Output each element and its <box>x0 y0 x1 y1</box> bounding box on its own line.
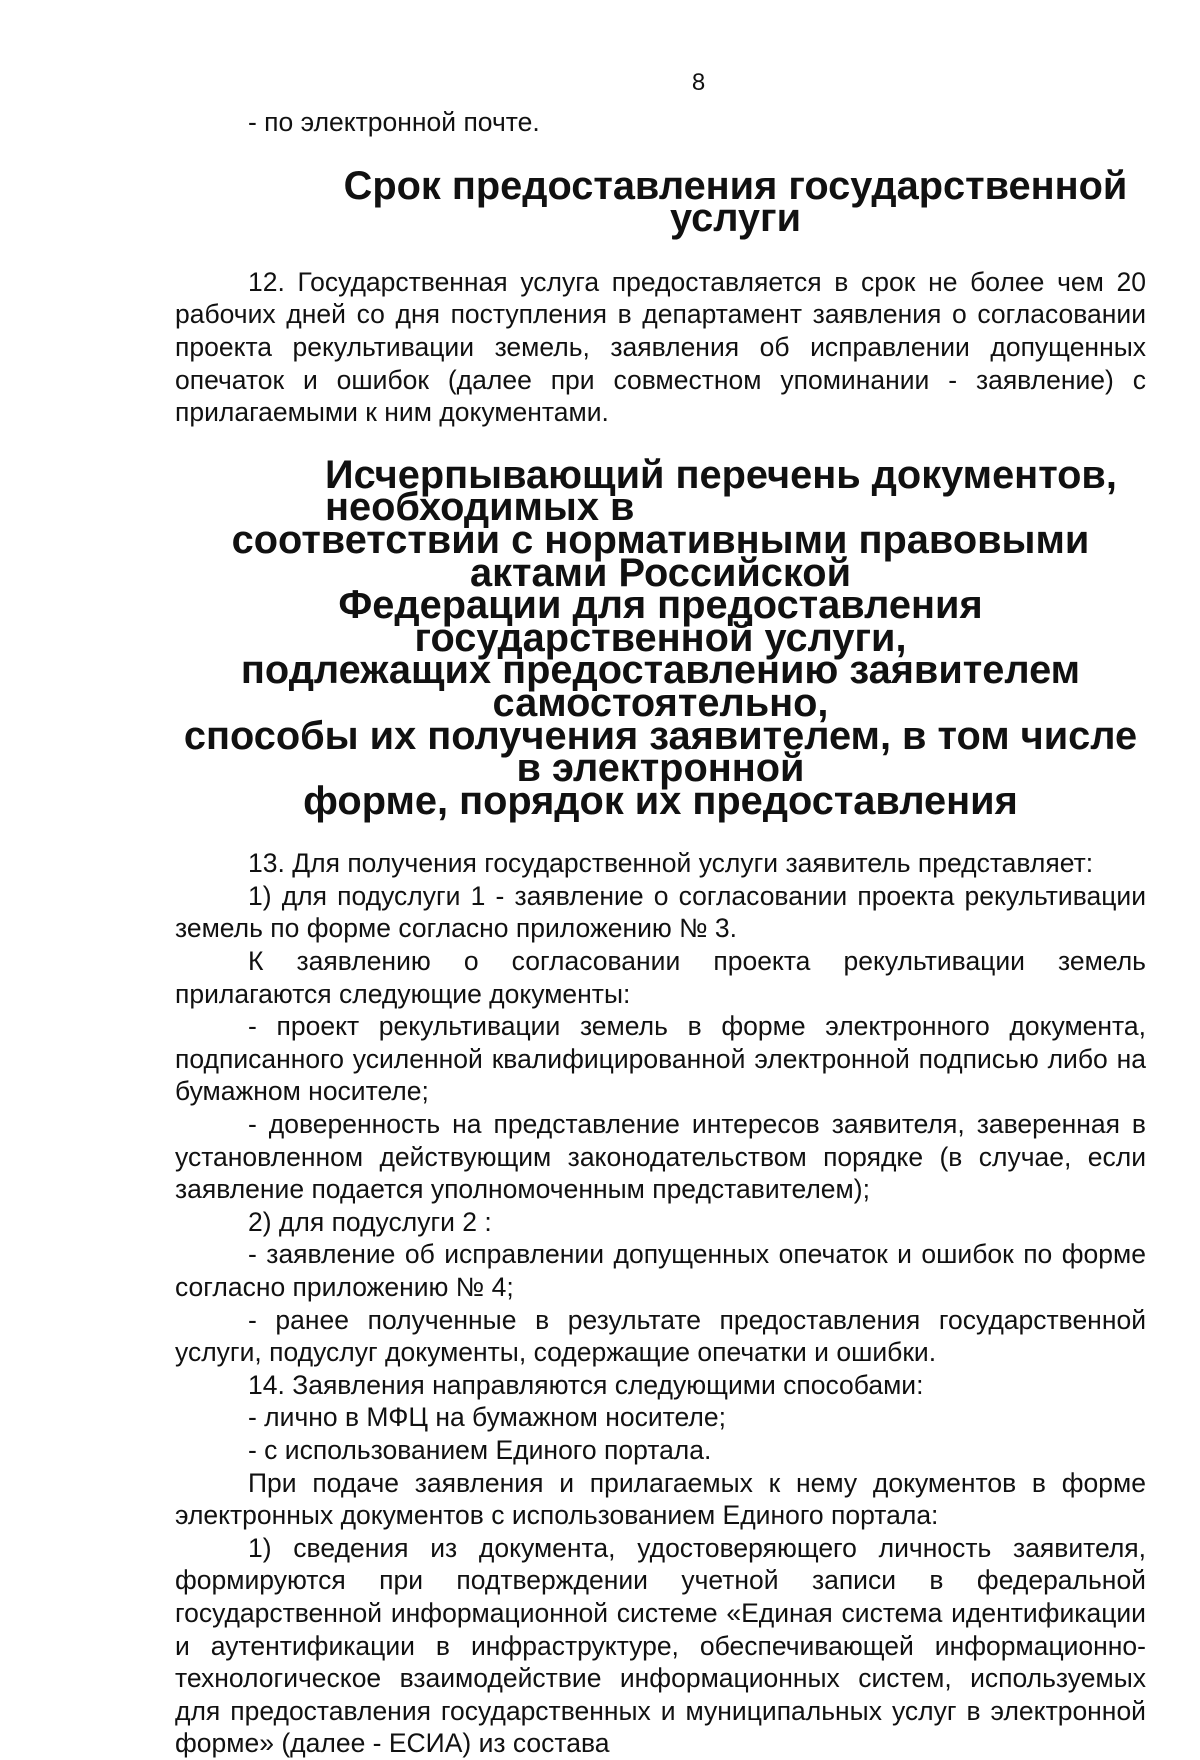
heading-line: Исчерпывающий перечень документов, необходимых в <box>325 452 1117 530</box>
heading-line: форме, порядок их предоставления <box>303 778 1018 823</box>
section-heading-documents <box>175 452 1146 823</box>
paragraph: - лично в МФЦ на бумажном носителе; <box>248 1402 726 1433</box>
heading-line: соответствии с нормативными правовыми актами Российской <box>231 517 1090 595</box>
page-number: 8 <box>691 69 706 96</box>
paragraph: При подаче заявления и прилагаемых к нему документов в форме электронных документов с использованием Единого портала: <box>175 1467 1146 1531</box>
lead-line: - по электронной почте. <box>248 107 540 137</box>
paragraph: К заявлению о согласовании проекта рекультивации земель прилагаются следующие документы: <box>175 946 1146 1009</box>
heading-line: подлежащих предоставлению заявителем самостоятельно, <box>240 648 1081 725</box>
paragraph: 2) для подуслуги 2 : <box>248 1206 492 1237</box>
heading-line: способы их получения заявителем, в том числе в электронной <box>183 713 1138 791</box>
paragraph: 13. Для получения государственной услуги заявитель представляет: <box>248 848 1094 879</box>
paragraph-12: 12. Государственная услуга предоставляется в срок не более чем 20 рабочих дней со дня поступления в департамент заявления о согласовании проекта рекультивации земель, заявления об исправлении допущенных опечаток и ошибок (далее при совместном упоминании - заявление) с прилагаемыми к ним документами. <box>175 266 1146 428</box>
section-heading-term: Срок предоставления государственной услуги <box>343 163 1128 241</box>
paragraph: - доверенность на представление интересов заявителя, заверенная в установленном действующим законодательством порядке (в случае, если заявление подается уполномоченным представителем); <box>175 1109 1146 1205</box>
paragraph: 14. Заявления направляются следующими способами: <box>248 1369 924 1400</box>
paragraph: 1) сведения из документа, удостоверяющего личность заявителя, формируются при подтверждении учетной записи в федеральной государственной информационной системе «Единая система идентификации и аутентификации в инфраструктуре, обеспечивающей информационно-технологическое взаимодействие информационных систем, используемых для предоставления государственных и муниципальных услуг в электронной форме» (далее - ЕСИА) из состава <box>175 1532 1146 1759</box>
document-body <box>175 106 1146 1760</box>
paragraph: - заявление об исправлении допущенных опечаток и ошибок по форме согласно приложению № 4; <box>175 1239 1146 1302</box>
heading-line: Федерации для предоставления государственной услуги, <box>338 583 983 660</box>
paragraph: - проект рекультивации земель в форме электронного документа, подписанного усиленной квалифицированной электронной подписью либо на бумажном носителе; <box>175 1011 1146 1107</box>
paragraph: - с использованием Единого портала. <box>248 1434 712 1465</box>
paragraph: - ранее полученные в результате предоставления государственной услуги, подуслуг документы, содержащие опечатки и ошибки. <box>175 1304 1146 1368</box>
paragraph: 1) для подуслуги 1 - заявление о согласовании проекта рекультивации земель по форме согласно приложению № 3. <box>175 880 1146 944</box>
